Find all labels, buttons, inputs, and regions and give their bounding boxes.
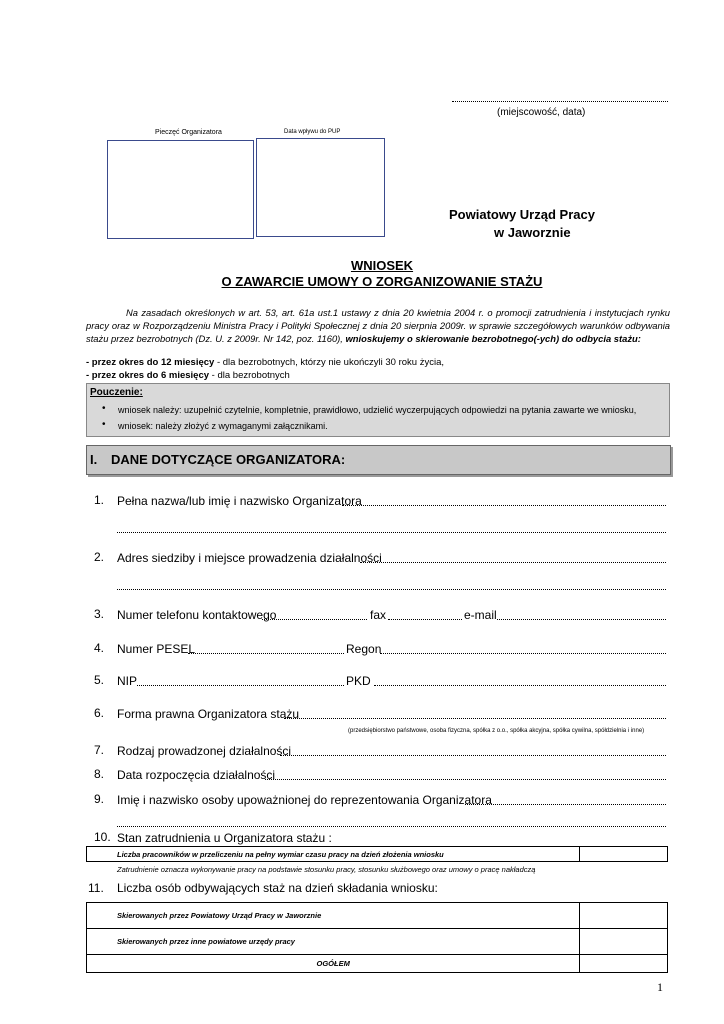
interns-row-pup: Skierowanych przez Powiatowy Urząd Pracy w Jaworznie: [87, 903, 580, 929]
field-number: 1.: [94, 493, 105, 507]
notice-box: [86, 383, 670, 437]
doc-title: WNIOSEK: [350, 258, 414, 273]
address-label: Adres siedziby i miejsce prowadzenia działalności: [117, 551, 382, 565]
regon-label: Regon: [346, 642, 382, 656]
legal-form-label: Forma prawna Organizatora stażu: [117, 707, 300, 721]
notice-item: wniosek należy: uzupełnić czytelnie, kompletnie, prawidłowo, udzielić wyczerpujących odpowiedzi na pytania zawarte we wniosku,: [118, 405, 637, 415]
fax-label: fax: [370, 608, 387, 622]
representative-input-line2[interactable]: [117, 826, 666, 827]
regon-input[interactable]: [380, 653, 666, 654]
field-number: 11.: [88, 881, 104, 895]
org-name-input[interactable]: [342, 505, 666, 506]
phone-input[interactable]: [262, 619, 367, 620]
org-name-label: Pełna nazwa/lub imię i nazwisko Organizatora: [117, 494, 362, 508]
employment-count-input[interactable]: [580, 847, 668, 862]
activity-type-label: Rodzaj prowadzonej działalności: [117, 744, 292, 758]
legal-form-input[interactable]: [284, 718, 666, 719]
fax-input[interactable]: [388, 619, 462, 620]
intro-text: Na zasadach określonych w art. 53, art. 61a ust.1 ustawy z dnia 20 kwietnia 2004 r. o promocji zatrudnienia i instytucjach rynku pracy oraz w Rozporządzeniu Ministra Pracy i Polityki Społecznej z dnia 20 sierpnia 2009r. w sprawie szczegółowych warunków odbywania stażu przez bezrobotnych (Dz. U. z 2009r. Nr 142, poz. 1160),: [86, 307, 670, 344]
interns-pup-input[interactable]: [580, 903, 668, 929]
office-name: Powiatowy Urząd Pracy: [449, 207, 595, 222]
representative-label: Imię i nazwisko osoby upoważnionej do reprezentowania Organizatora: [117, 793, 492, 807]
address-input[interactable]: [360, 562, 666, 563]
office-city: w Jaworznie: [494, 225, 571, 240]
representative-input[interactable]: [465, 804, 666, 805]
employment-table: [86, 846, 668, 862]
field-number: 4.: [94, 641, 105, 655]
bullet-icon: •: [102, 403, 106, 414]
intro-paragraph: [86, 306, 670, 345]
period-6: - przez okres do 6 miesięcy - dla bezrobotnych: [86, 370, 290, 381]
pesel-label: Numer PESEL: [117, 642, 196, 656]
address-input-line2[interactable]: [117, 589, 666, 590]
field-number: 2.: [94, 550, 105, 564]
section-header: [86, 445, 671, 475]
legal-form-hint: (przedsiębiorstwo państwowe, osoba fizyczna, spółka z o.o., spółka akcyjna, spółka cywilna, spółdzielnia i inne): [348, 728, 645, 734]
page-number: 1: [657, 980, 663, 994]
pesel-input[interactable]: [188, 653, 344, 654]
field-number: 8.: [94, 767, 105, 781]
phone-label: Numer telefonu kontaktowego: [117, 608, 277, 622]
place-date-label: (miejscowość, data): [497, 107, 586, 118]
start-date-input[interactable]: [265, 779, 666, 780]
interns-table: [86, 902, 668, 973]
interns-other-input[interactable]: [580, 929, 668, 955]
field-number: 10.: [94, 830, 111, 844]
received-box: [256, 138, 385, 237]
interns-total-input[interactable]: [580, 955, 668, 973]
stamp-box: [107, 140, 254, 239]
notice-item: wniosek: należy złożyć z wymaganymi załącznikami.: [118, 421, 328, 431]
section-roman: I.: [90, 452, 98, 467]
email-label: e-mail: [464, 608, 497, 622]
pkd-input[interactable]: [374, 685, 666, 686]
place-date-line[interactable]: [452, 101, 668, 102]
section-title: DANE DOTYCZĄCE ORGANIZATORA:: [111, 452, 346, 467]
field-number: 5.: [94, 673, 105, 687]
employment-row-label: Liczba pracowników w przeliczeniu na pełny wymiar czasu pracy na dzień złożenia wniosku: [87, 847, 580, 862]
pkd-label: PKD: [346, 674, 371, 688]
nip-label: NIP: [117, 674, 138, 688]
notice-title: Pouczenie:: [90, 387, 143, 398]
nip-input[interactable]: [137, 685, 344, 686]
employment-label: Stan zatrudnienia u Organizatora stażu :: [117, 831, 332, 845]
intro-request: wnioskujemy o skierowanie bezrobotnego(-ych) do odbycia stażu:: [345, 333, 641, 344]
interns-row-total: OGÓŁEM: [87, 955, 580, 973]
org-name-input-line2[interactable]: [117, 532, 666, 533]
activity-type-input[interactable]: [280, 755, 666, 756]
employment-note: Zatrudnienie oznacza wykonywanie pracy na podstawie stosunku pracy, stosunku służbowego oraz umowy o pracę nakładczą: [117, 865, 536, 874]
field-number: 7.: [94, 743, 105, 757]
field-number: 3.: [94, 607, 105, 621]
field-number: 6.: [94, 706, 105, 720]
bullet-icon: •: [102, 419, 106, 430]
interns-label: Liczba osób odbywających staż na dzień składania wniosku:: [117, 881, 438, 895]
email-input[interactable]: [497, 619, 666, 620]
received-label: Data wpływu do PUP: [284, 129, 341, 135]
stamp-label: Pieczęć Organizatora: [155, 129, 222, 136]
start-date-label: Data rozpoczęcia działalności: [117, 768, 276, 782]
period-12: - przez okres do 12 miesięcy - dla bezrobotnych, którzy nie ukończyli 30 roku życia,: [86, 357, 445, 368]
interns-row-other: Skierowanych przez inne powiatowe urzędy pracy: [87, 929, 580, 955]
field-number: 9.: [94, 792, 105, 806]
doc-subtitle: O ZAWARCIE UMOWY O ZORGANIZOWANIE STAŻU: [221, 274, 543, 289]
